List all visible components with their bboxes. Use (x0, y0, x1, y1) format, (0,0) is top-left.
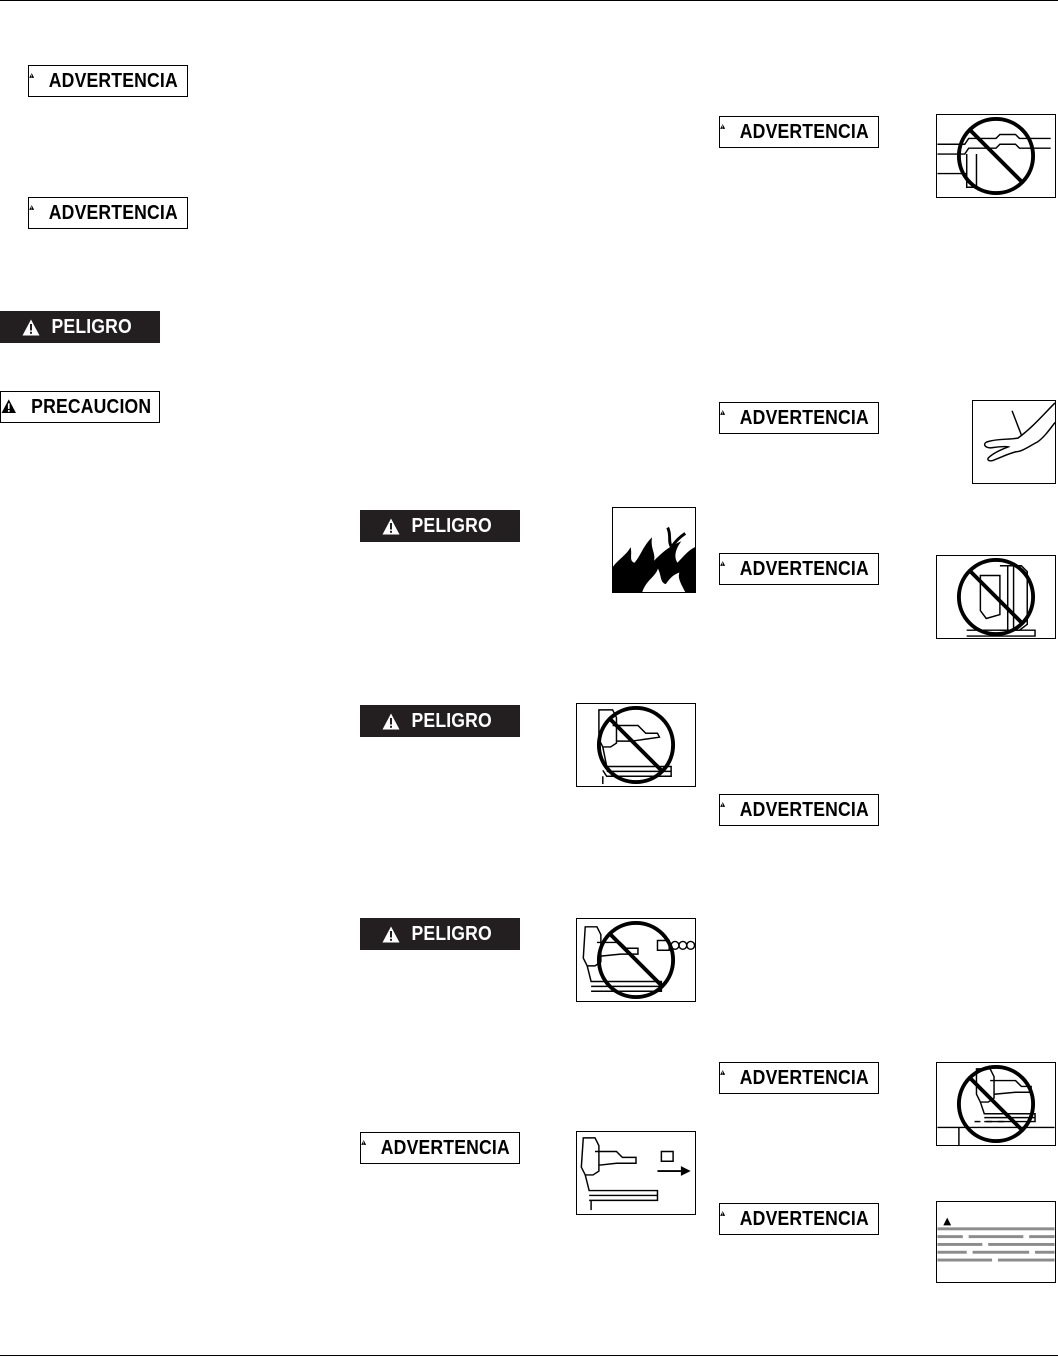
warning-triangle-icon (29, 73, 34, 90)
advertencia-badge: ADVERTENCIA (719, 794, 879, 826)
disconnect-air-pictogram (576, 1131, 696, 1215)
peligro-badge: PELIGRO (0, 311, 160, 343)
advertencia-badge: ADVERTENCIA (719, 1062, 879, 1094)
precaucion-badge: PRECAUCION (0, 391, 160, 423)
warning-triangle-icon (382, 518, 400, 535)
advertencia-badge: ADVERTENCIA (719, 553, 879, 585)
advertencia-badge: ADVERTENCIA (28, 65, 188, 97)
advertencia-badge: ADVERTENCIA (719, 116, 879, 148)
warning-triangle-icon (1, 399, 17, 416)
warning-triangle-icon (720, 802, 725, 819)
peligro-badge: PELIGRO (360, 510, 520, 542)
top-rule (0, 0, 1058, 1)
prohibited-circle-icon (959, 119, 1033, 193)
warning-triangle-icon (720, 1070, 725, 1087)
prohibited-circle-icon (959, 1067, 1033, 1141)
bottom-rule (0, 1355, 1058, 1356)
peligro-badge: PELIGRO (360, 705, 520, 737)
hand-icon (985, 403, 1055, 461)
advertencia-badge: ADVERTENCIA (719, 1203, 879, 1235)
advertencia-badge: ADVERTENCIA (360, 1132, 520, 1164)
warning-triangle-icon (29, 205, 34, 222)
advertencia-badge: ADVERTENCIA (28, 197, 188, 229)
prohibited-circle-icon (959, 560, 1033, 634)
warning-triangle-icon (720, 1211, 725, 1228)
prohibited-nailer-pictogram (576, 918, 696, 1002)
arrow-right-icon (657, 1166, 690, 1176)
advertencia-badge: ADVERTENCIA (719, 402, 879, 434)
warning-label-pictogram (936, 1201, 1056, 1283)
warning-triangle-icon (382, 713, 400, 730)
prohibited-nailer-pictogram (576, 703, 696, 787)
prohibited-nailer-upright-pictogram (936, 555, 1056, 639)
prohibited-nailer-surface-pictogram (936, 1062, 1056, 1146)
warning-triangle-icon (720, 410, 725, 427)
warning-triangle-icon (22, 319, 40, 336)
warning-triangle-icon (720, 124, 725, 141)
warning-triangle-icon (361, 1140, 366, 1157)
prohibited-coupler-pictogram (936, 114, 1056, 198)
fire-icon (612, 507, 696, 593)
hand-pictogram (972, 400, 1056, 484)
nail-gun-icon (937, 1069, 1054, 1145)
peligro-badge: PELIGRO (360, 918, 520, 950)
warning-triangle-icon (943, 1218, 951, 1226)
warning-triangle-icon (720, 561, 725, 578)
nail-gun-icon (581, 1138, 673, 1210)
warning-triangle-icon (382, 926, 400, 943)
